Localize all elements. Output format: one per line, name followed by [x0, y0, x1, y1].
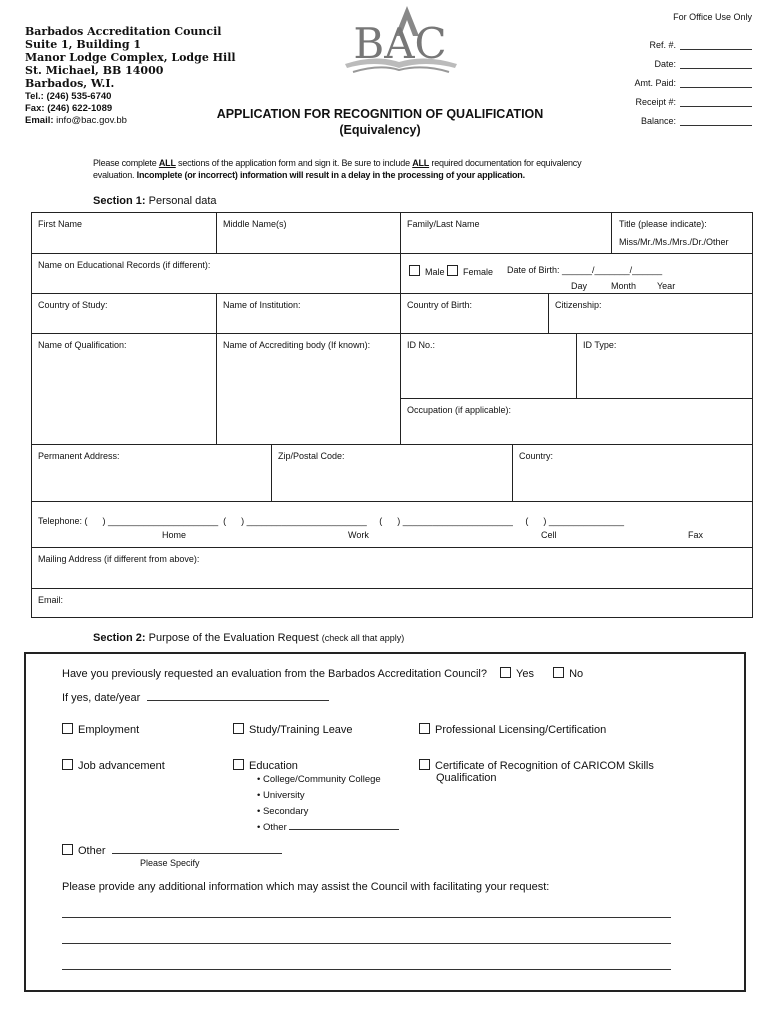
country-study-label: Country of Study:: [38, 300, 108, 310]
receipt-label: Receipt #:: [635, 97, 676, 107]
zip-label: Zip/Postal Code:: [278, 451, 345, 461]
instr-text-3: required documentation for equivalency: [429, 158, 582, 168]
org-complex: Manor Lodge Complex, Lodge Hill: [25, 51, 236, 64]
section2-label: Section 2:: [93, 632, 146, 644]
bac-logo: [335, 2, 465, 78]
amt-paid-label: Amt. Paid:: [634, 78, 676, 88]
id-type-label: ID Type:: [583, 340, 617, 350]
form-title: [200, 106, 560, 138]
edu-other: Other: [262, 822, 287, 833]
country-birth-label: Country of Birth:: [407, 300, 473, 310]
section1-label: Section 1:: [93, 195, 146, 207]
gender-dob-cell: [400, 253, 753, 294]
first-name-cell[interactable]: [31, 212, 217, 254]
if-yes-row: [62, 692, 329, 704]
additional-line-3[interactable]: [62, 969, 671, 970]
male-checkbox[interactable]: [409, 265, 420, 276]
edu-college: College/Community College: [262, 774, 381, 785]
first-name-label: First Name: [38, 219, 83, 229]
ref-label: Ref. #.: [649, 40, 676, 50]
tel-label: Tel.:: [25, 91, 44, 102]
title-label: Title (please indicate):: [619, 219, 707, 229]
middle-name-cell[interactable]: [216, 212, 401, 254]
instr-all-1: ALL: [158, 158, 176, 168]
no-checkbox[interactable]: [553, 667, 564, 678]
occupation-label: Occupation (if applicable):: [407, 405, 512, 415]
id-type-cell[interactable]: [576, 333, 753, 399]
if-yes-label: If yes, date/year: [62, 692, 141, 704]
balance-field[interactable]: [680, 115, 752, 126]
office-use-box: [612, 12, 752, 126]
employment-option: [62, 723, 139, 736]
country-birth-cell[interactable]: [400, 293, 549, 334]
instr-text-2: sections of the application form and sign it. Be sure to include: [175, 158, 413, 168]
list-item: • Other: [257, 820, 399, 836]
employment-checkbox[interactable]: [62, 723, 73, 734]
cell-label: Cell: [541, 530, 557, 540]
name-records-label: Name on Educational Records (if different):: [38, 260, 211, 270]
please-specify: Please Specify: [140, 858, 200, 868]
date-field[interactable]: [680, 58, 752, 69]
org-name: Barbados Accreditation Council: [25, 25, 222, 38]
org-suite: Suite 1, Building 1: [25, 38, 142, 51]
title-options: Miss/Mr./Ms./Mrs./Dr./Other: [619, 237, 729, 247]
education-list: [257, 772, 399, 836]
title-cell[interactable]: [611, 212, 753, 254]
accrediting-label: Name of Accrediting body (If known):: [223, 340, 371, 350]
id-no-label: ID No.:: [407, 340, 436, 350]
email-label-field: Email:: [38, 595, 64, 605]
dob-month-label: Month: [611, 281, 637, 291]
qualification-label: Name of Qualification:: [38, 340, 127, 350]
caricom-checkbox[interactable]: [419, 759, 430, 770]
employment-label: Employment: [78, 724, 140, 736]
work-label: Work: [348, 530, 369, 540]
middle-name-label: Middle Name(s): [223, 219, 287, 229]
country-study-cell[interactable]: [31, 293, 217, 334]
country-cell[interactable]: [512, 444, 753, 502]
instr-warning: Incomplete (or incorrect) information will result in a delay in the processing of your application.: [136, 170, 525, 180]
email-cell[interactable]: [31, 588, 753, 618]
other-option: [62, 844, 282, 857]
title-sub: (Equivalency): [339, 123, 421, 137]
caricom-label-2: Qualification: [436, 772, 497, 784]
if-yes-date-field[interactable]: [147, 700, 329, 701]
licensing-label: Professional Licensing/Certification: [435, 724, 607, 736]
country-label: Country:: [519, 451, 554, 461]
occupation-cell[interactable]: [400, 398, 753, 445]
institution-label: Name of Institution:: [223, 300, 301, 310]
other-field[interactable]: [112, 853, 282, 854]
section2-title: Purpose of the Evaluation Request: [148, 632, 319, 644]
female-checkbox[interactable]: [447, 265, 458, 276]
title-main: APPLICATION FOR RECOGNITION OF QUALIFICATION: [216, 107, 544, 121]
instr-text-1: Please complete: [93, 158, 159, 168]
institution-cell[interactable]: [216, 293, 401, 334]
telephone-cell[interactable]: [31, 501, 753, 548]
study-leave-label: Study/Training Leave: [249, 724, 353, 736]
caricom-option: [419, 759, 654, 784]
list-item: • College/Community College: [257, 774, 381, 785]
mailing-label: Mailing Address (if different from above):: [38, 554, 200, 564]
previous-request-question: [62, 667, 583, 680]
additional-info-label: Please provide any additional information which may assist the Council with facilitating your request:: [62, 881, 550, 893]
yes-checkbox[interactable]: [500, 667, 511, 678]
id-no-cell[interactable]: [400, 333, 577, 399]
job-advancement-checkbox[interactable]: [62, 759, 73, 770]
tel-number: (246) 535-6740: [46, 91, 112, 102]
org-country: Barbados, W.I.: [25, 77, 115, 90]
citizenship-cell[interactable]: [548, 293, 753, 334]
yes-label: Yes: [516, 668, 534, 680]
additional-line-2[interactable]: [62, 943, 671, 944]
fax-label: Fax:: [25, 103, 45, 114]
edu-other-field[interactable]: [289, 829, 399, 830]
name-records-cell[interactable]: [31, 253, 401, 294]
office-use-title: For Office Use Only: [673, 12, 752, 22]
receipt-field[interactable]: [680, 96, 752, 107]
dob-day-label: Day: [571, 281, 588, 291]
org-address: [25, 25, 236, 90]
email-label: Email:: [25, 115, 54, 126]
home-label: Home: [162, 530, 187, 540]
email-address: info@bac.gov.bb: [56, 115, 127, 126]
licensing-option: [419, 723, 606, 736]
instr-text-4: evaluation.: [93, 170, 137, 180]
qualification-cell[interactable]: [31, 333, 217, 445]
dob-year-label: Year: [657, 281, 676, 291]
other-label: Other: [78, 845, 106, 857]
perm-address-cell[interactable]: [31, 444, 272, 502]
citizenship-label: Citizenship:: [555, 300, 602, 310]
logo-text: BAC: [353, 19, 447, 68]
balance-label: Balance:: [640, 116, 676, 126]
accrediting-cell[interactable]: [216, 333, 401, 445]
other-checkbox[interactable]: [62, 844, 73, 855]
additional-line-1[interactable]: [62, 917, 671, 918]
amt-paid-field[interactable]: [680, 77, 752, 88]
licensing-checkbox[interactable]: [419, 723, 430, 734]
list-item: • Secondary: [257, 806, 309, 817]
instr-all-2: ALL: [412, 158, 430, 168]
edu-university: University: [262, 790, 305, 801]
dob-field[interactable]: Date of Birth: ______/_______/______: [507, 265, 663, 275]
fax-number: (246) 622-1089: [47, 103, 113, 114]
section1-heading: [93, 195, 217, 207]
caricom-label: Certificate of Recognition of CARICOM Skills: [435, 760, 654, 772]
date-label: Date:: [654, 59, 676, 69]
male-label: Male: [425, 267, 445, 277]
no-label: No: [569, 668, 584, 680]
last-name-cell[interactable]: [400, 212, 612, 254]
question-text: Have you previously requested an evaluation from the Barbados Accreditation Council?: [62, 668, 487, 680]
perm-address-label: Permanent Address:: [38, 451, 120, 461]
education-label: Education: [249, 760, 298, 772]
section1-title: Personal data: [148, 195, 217, 207]
section2-heading: [93, 632, 404, 644]
section2-note: (check all that apply): [321, 633, 405, 643]
edu-secondary: Secondary: [262, 806, 309, 817]
ref-field[interactable]: [680, 39, 752, 50]
zip-cell[interactable]: [271, 444, 513, 502]
study-leave-option: [233, 723, 353, 736]
org-contact: [25, 91, 127, 127]
study-leave-checkbox[interactable]: [233, 723, 244, 734]
last-name-label: Family/Last Name: [407, 219, 480, 229]
fax-label-tel: Fax: [688, 530, 704, 540]
instructions: [93, 157, 693, 181]
telephone-lines[interactable]: Telephone: ( ) ______________________ ( ) ________________________ ( ) ______________________ ( ) _______________: [38, 516, 624, 526]
job-advancement-label: Job advancement: [78, 760, 165, 772]
female-label: Female: [463, 267, 494, 277]
org-parish: St. Michael, BB 14000: [25, 64, 164, 77]
education-option: [233, 759, 399, 836]
education-checkbox[interactable]: [233, 759, 244, 770]
list-item: • University: [257, 790, 305, 801]
mailing-cell[interactable]: [31, 547, 753, 589]
job-advancement-option: [62, 759, 165, 772]
